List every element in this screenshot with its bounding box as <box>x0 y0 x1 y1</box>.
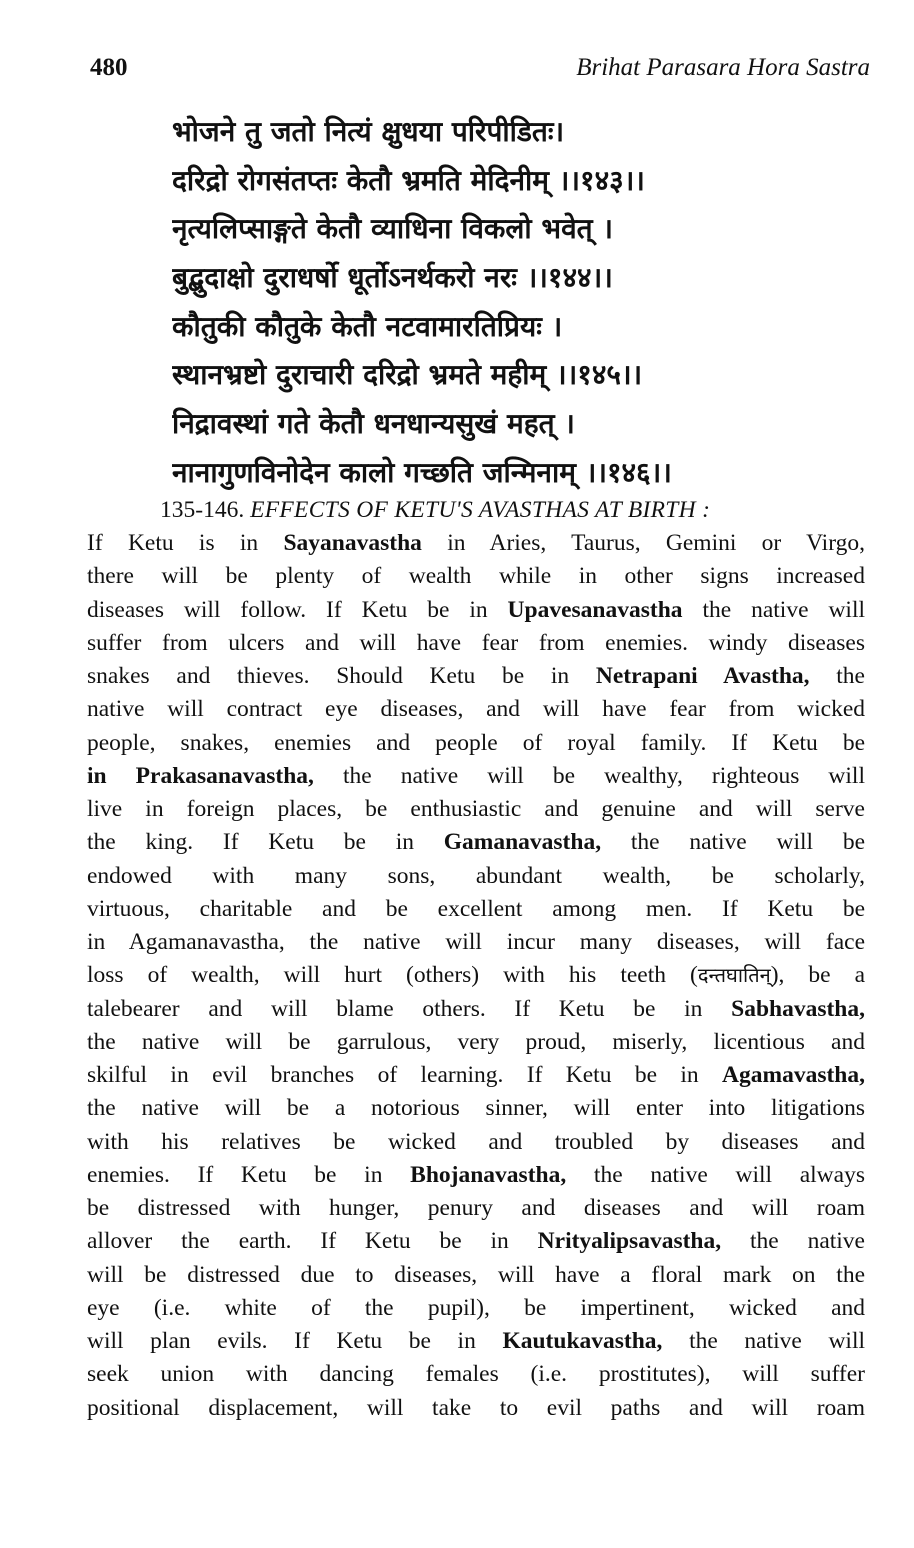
text-line <box>87 660 865 693</box>
text-line <box>87 826 865 859</box>
text-line: seek union with dancing females (i.e. prostitutes), will suffer <box>87 1361 865 1388</box>
text-span: in Aries, Taurus, Gemini or Virgo, <box>421 530 865 556</box>
text-line <box>87 760 865 793</box>
text-span: the native will be wealthy, righteous will <box>313 762 865 789</box>
text-line <box>87 594 865 627</box>
text-span: talebearer and will blame others. If Ketu be in <box>87 995 732 1022</box>
verse-line: कौतुकी कौतुके केतौ नटवामारतिप्रियः । <box>172 309 563 343</box>
text-line: with his relatives be wicked and troubled by diseases and <box>87 1128 865 1155</box>
text-span: If Ketu is in <box>87 530 284 556</box>
avastha-term: in Prakasanavastha, <box>87 762 314 789</box>
text-span: enemies. If Ketu be in <box>87 1161 411 1188</box>
text-span: the native will always <box>566 1161 865 1188</box>
text-line: virtuous, charitable and be excellent among men. If Ketu be <box>87 895 865 922</box>
text-line <box>87 1325 865 1358</box>
text-line <box>87 1159 865 1192</box>
body-text <box>87 527 865 1425</box>
text-line <box>87 1059 865 1092</box>
text-span: snakes and thieves. Should Ketu be in <box>87 663 596 689</box>
verse-line: दरिद्रो रोगसंतप्तः केतौ भ्रमति मेदिनीम् ।।१४३।। <box>172 163 645 197</box>
text-span: will plan evils. If Ketu be in <box>87 1328 503 1354</box>
text-span: ), be a <box>770 962 865 989</box>
text-line <box>87 959 865 992</box>
text-line: will be distressed due to diseases, will have a floral mark on the <box>87 1261 865 1288</box>
section-title: EFFECTS OF KETU'S AVASTHAS AT BIRTH : <box>250 497 711 523</box>
text-span: the <box>809 663 865 689</box>
verse-line: नृत्यलिप्साङ्गते केतौ व्याधिना विकलो भवेत् । <box>172 212 613 246</box>
section-number: 135-146. <box>160 497 245 523</box>
text-line: endowed with many sons, abundant wealth, be scholarly, <box>87 862 865 889</box>
avastha-term: Kautukavastha, <box>502 1328 663 1354</box>
running-title: Brihat Parasara Hora Sastra <box>576 54 870 81</box>
avastha-term: Upavesanavastha <box>507 596 683 623</box>
verse-line: बुद्बुदाक्षो दुराधर्षो धूर्तोऽनर्थकरो नरः ।।१४४।। <box>172 261 613 295</box>
sanskrit-verses <box>172 108 832 498</box>
verse-line: नानागुणविनोदेन कालो गच्छति जन्मिनाम् ।।१४६।। <box>172 455 672 489</box>
text-line <box>87 1225 865 1258</box>
text-line: native will contract eye diseases, and will have fear from wicked <box>87 696 865 723</box>
text-line: positional displacement, will take to evil paths and will roam <box>87 1394 865 1421</box>
text-span: the native will <box>662 1328 865 1354</box>
text-line: the native will be garrulous, very proud, miserly, licentious and <box>87 1028 865 1055</box>
text-span: the king. If Ketu be in <box>87 829 444 856</box>
text-line: people, snakes, enemies and people of royal family. If Ketu be <box>87 729 865 756</box>
verse-line: निद्रावस्थां गते केतौ धनधान्यसुखं महत् । <box>172 407 575 441</box>
text-span: loss of wealth, will hurt (others) with his teeth ( <box>87 962 698 989</box>
text-span: the native will be <box>601 829 865 856</box>
avastha-term: Agamavastha, <box>722 1062 865 1088</box>
avastha-term: Sabhavastha, <box>731 995 865 1022</box>
text-span: the native <box>721 1228 865 1255</box>
avastha-term: Gamanavastha, <box>443 829 602 856</box>
text-line: there will be plenty of wealth while in other signs increased <box>87 563 865 590</box>
text-line: eye (i.e. white of the pupil), be impertinent, wicked and <box>87 1294 865 1321</box>
page-header <box>90 54 870 90</box>
section-heading <box>160 494 872 527</box>
text-span: diseases will follow. If Ketu be in <box>87 596 508 623</box>
text-line: live in foreign places, be enthusiastic and genuine and will serve <box>87 796 865 822</box>
verse-line: स्थानभ्रष्टो दुराचारी दरिद्रो भ्रमते महीम् ।।१४५।। <box>172 358 643 392</box>
text-line <box>87 527 865 560</box>
verse-line: भोजने तु जतो नित्यं क्षुधया परिपीडितः। <box>172 115 565 148</box>
sanskrit-term: दन्तघातिन् <box>697 963 771 988</box>
text-line: in Agamanavastha, the native will incur many diseases, will face <box>87 929 865 955</box>
text-line: be distressed with hunger, penury and diseases and will roam <box>87 1195 865 1221</box>
text-span: skilful in evil branches of learning. If Ketu be in <box>87 1062 723 1088</box>
text-line: the native will be a notorious sinner, will enter into litigations <box>87 1095 865 1122</box>
avastha-term: Nrityalipsavastha, <box>537 1228 722 1255</box>
text-span: allover the earth. If Ketu be in <box>87 1228 538 1255</box>
text-span: the native will <box>682 596 865 623</box>
text-line: suffer from ulcers and will have fear from enemies. windy diseases <box>87 629 865 656</box>
avastha-term: Sayanavastha <box>283 530 422 556</box>
avastha-term: Netrapani Avastha, <box>595 663 810 689</box>
avastha-term: Bhojanavastha, <box>410 1161 567 1188</box>
page-number: 480 <box>90 54 128 81</box>
text-line <box>87 993 865 1026</box>
